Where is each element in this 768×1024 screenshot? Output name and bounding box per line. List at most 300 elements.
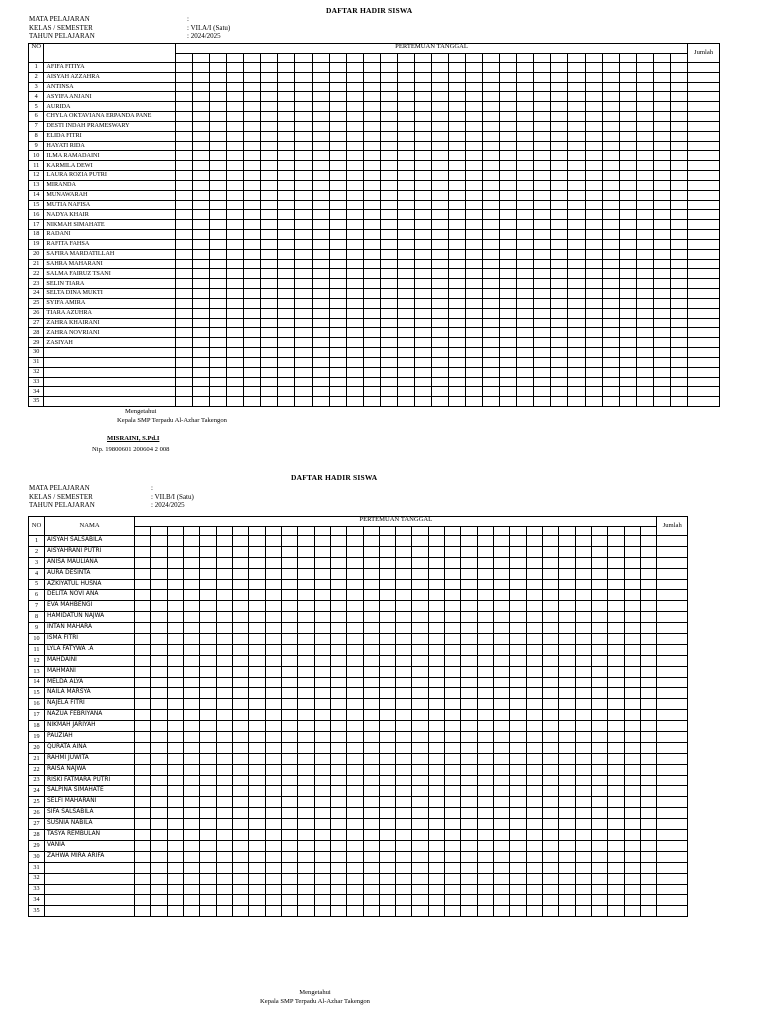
attendance-cell[interactable]: [542, 590, 558, 601]
attendance-cell[interactable]: [330, 579, 346, 590]
attendance-cell[interactable]: [585, 72, 602, 82]
attendance-cell[interactable]: [640, 840, 657, 851]
attendance-cell[interactable]: [517, 249, 534, 259]
attendance-cell[interactable]: [510, 710, 526, 721]
attendance-cell[interactable]: [346, 131, 363, 141]
attendance-cell[interactable]: [461, 634, 477, 645]
attendance-cell[interactable]: [265, 612, 281, 623]
attendance-cell[interactable]: [534, 92, 551, 102]
attendance-cell[interactable]: [265, 862, 281, 873]
attendance-cell[interactable]: [278, 338, 295, 348]
attendance-cell[interactable]: [608, 797, 624, 808]
attendance-cell[interactable]: [412, 612, 428, 623]
attendance-cell[interactable]: [261, 308, 278, 318]
attendance-cell[interactable]: [261, 239, 278, 249]
attendance-cell[interactable]: [608, 677, 624, 688]
attendance-cell[interactable]: [431, 348, 448, 358]
attendance-cell[interactable]: [636, 259, 653, 269]
attendance-cell[interactable]: [608, 732, 624, 743]
date-cell[interactable]: [261, 54, 278, 63]
attendance-cell[interactable]: [227, 230, 244, 240]
date-cell[interactable]: [608, 527, 624, 536]
total-cell[interactable]: [657, 808, 688, 819]
attendance-cell[interactable]: [346, 63, 363, 73]
attendance-cell[interactable]: [568, 200, 585, 210]
attendance-cell[interactable]: [193, 397, 210, 407]
attendance-cell[interactable]: [176, 387, 193, 397]
attendance-cell[interactable]: [396, 601, 412, 612]
attendance-cell[interactable]: [227, 279, 244, 289]
attendance-cell[interactable]: [216, 710, 232, 721]
attendance-cell[interactable]: [227, 348, 244, 358]
attendance-cell[interactable]: [167, 873, 183, 884]
attendance-cell[interactable]: [412, 568, 428, 579]
attendance-cell[interactable]: [534, 328, 551, 338]
attendance-cell[interactable]: [244, 200, 261, 210]
attendance-cell[interactable]: [363, 699, 379, 710]
attendance-cell[interactable]: [298, 699, 314, 710]
attendance-cell[interactable]: [575, 721, 591, 732]
attendance-cell[interactable]: [542, 546, 558, 557]
attendance-cell[interactable]: [396, 851, 412, 862]
attendance-cell[interactable]: [428, 666, 444, 677]
attendance-cell[interactable]: [494, 808, 510, 819]
attendance-cell[interactable]: [568, 298, 585, 308]
attendance-cell[interactable]: [461, 732, 477, 743]
attendance-cell[interactable]: [193, 387, 210, 397]
attendance-cell[interactable]: [431, 121, 448, 131]
attendance-cell[interactable]: [380, 318, 397, 328]
attendance-cell[interactable]: [210, 141, 227, 151]
attendance-cell[interactable]: [510, 644, 526, 655]
attendance-cell[interactable]: [431, 210, 448, 220]
attendance-cell[interactable]: [412, 536, 428, 547]
attendance-cell[interactable]: [670, 112, 687, 122]
attendance-cell[interactable]: [193, 161, 210, 171]
attendance-cell[interactable]: [619, 171, 636, 181]
total-cell[interactable]: [657, 688, 688, 699]
attendance-cell[interactable]: [281, 808, 297, 819]
attendance-cell[interactable]: [244, 239, 261, 249]
attendance-cell[interactable]: [591, 655, 607, 666]
attendance-cell[interactable]: [184, 732, 200, 743]
attendance-cell[interactable]: [151, 612, 167, 623]
attendance-cell[interactable]: [670, 377, 687, 387]
attendance-cell[interactable]: [500, 338, 517, 348]
attendance-cell[interactable]: [466, 269, 483, 279]
attendance-cell[interactable]: [135, 764, 151, 775]
attendance-cell[interactable]: [534, 377, 551, 387]
attendance-cell[interactable]: [534, 171, 551, 181]
attendance-cell[interactable]: [397, 102, 414, 112]
attendance-cell[interactable]: [281, 906, 297, 917]
attendance-cell[interactable]: [483, 200, 500, 210]
attendance-cell[interactable]: [568, 338, 585, 348]
attendance-cell[interactable]: [184, 634, 200, 645]
attendance-cell[interactable]: [346, 249, 363, 259]
attendance-cell[interactable]: [210, 397, 227, 407]
attendance-cell[interactable]: [216, 851, 232, 862]
attendance-cell[interactable]: [575, 873, 591, 884]
attendance-cell[interactable]: [167, 601, 183, 612]
attendance-cell[interactable]: [602, 161, 619, 171]
attendance-cell[interactable]: [396, 764, 412, 775]
attendance-cell[interactable]: [167, 862, 183, 873]
attendance-cell[interactable]: [534, 249, 551, 259]
attendance-cell[interactable]: [526, 840, 542, 851]
total-cell[interactable]: [688, 239, 720, 249]
attendance-cell[interactable]: [500, 298, 517, 308]
attendance-cell[interactable]: [542, 666, 558, 677]
attendance-cell[interactable]: [483, 289, 500, 299]
attendance-cell[interactable]: [526, 753, 542, 764]
attendance-cell[interactable]: [526, 699, 542, 710]
attendance-cell[interactable]: [500, 112, 517, 122]
attendance-cell[interactable]: [249, 797, 265, 808]
attendance-cell[interactable]: [449, 367, 466, 377]
date-cell[interactable]: [636, 54, 653, 63]
attendance-cell[interactable]: [551, 279, 568, 289]
attendance-cell[interactable]: [449, 171, 466, 181]
attendance-cell[interactable]: [363, 230, 380, 240]
attendance-cell[interactable]: [135, 644, 151, 655]
attendance-cell[interactable]: [477, 721, 493, 732]
attendance-cell[interactable]: [624, 884, 640, 895]
attendance-cell[interactable]: [477, 677, 493, 688]
attendance-cell[interactable]: [379, 579, 395, 590]
attendance-cell[interactable]: [261, 200, 278, 210]
attendance-cell[interactable]: [608, 557, 624, 568]
attendance-cell[interactable]: [265, 568, 281, 579]
attendance-cell[interactable]: [167, 677, 183, 688]
attendance-cell[interactable]: [298, 612, 314, 623]
attendance-cell[interactable]: [233, 764, 249, 775]
attendance-cell[interactable]: [500, 151, 517, 161]
total-cell[interactable]: [657, 590, 688, 601]
attendance-cell[interactable]: [216, 764, 232, 775]
attendance-cell[interactable]: [636, 200, 653, 210]
attendance-cell[interactable]: [278, 92, 295, 102]
attendance-cell[interactable]: [210, 387, 227, 397]
attendance-cell[interactable]: [347, 808, 363, 819]
attendance-cell[interactable]: [461, 775, 477, 786]
attendance-cell[interactable]: [167, 655, 183, 666]
attendance-cell[interactable]: [397, 279, 414, 289]
attendance-cell[interactable]: [431, 131, 448, 141]
attendance-cell[interactable]: [329, 239, 346, 249]
attendance-cell[interactable]: [585, 397, 602, 407]
attendance-cell[interactable]: [510, 753, 526, 764]
attendance-cell[interactable]: [414, 151, 431, 161]
attendance-cell[interactable]: [347, 862, 363, 873]
attendance-cell[interactable]: [347, 623, 363, 634]
attendance-cell[interactable]: [298, 721, 314, 732]
attendance-cell[interactable]: [249, 579, 265, 590]
attendance-cell[interactable]: [640, 786, 657, 797]
attendance-cell[interactable]: [428, 862, 444, 873]
attendance-cell[interactable]: [510, 764, 526, 775]
attendance-cell[interactable]: [210, 259, 227, 269]
attendance-cell[interactable]: [575, 808, 591, 819]
attendance-cell[interactable]: [281, 634, 297, 645]
attendance-cell[interactable]: [281, 764, 297, 775]
attendance-cell[interactable]: [449, 180, 466, 190]
attendance-cell[interactable]: [265, 634, 281, 645]
attendance-cell[interactable]: [396, 786, 412, 797]
attendance-cell[interactable]: [200, 808, 216, 819]
attendance-cell[interactable]: [227, 298, 244, 308]
attendance-cell[interactable]: [670, 308, 687, 318]
attendance-cell[interactable]: [534, 200, 551, 210]
attendance-cell[interactable]: [244, 161, 261, 171]
attendance-cell[interactable]: [184, 830, 200, 841]
attendance-cell[interactable]: [330, 797, 346, 808]
attendance-cell[interactable]: [200, 699, 216, 710]
attendance-cell[interactable]: [347, 895, 363, 906]
attendance-cell[interactable]: [249, 688, 265, 699]
attendance-cell[interactable]: [585, 102, 602, 112]
total-cell[interactable]: [657, 884, 688, 895]
attendance-cell[interactable]: [135, 612, 151, 623]
attendance-cell[interactable]: [176, 239, 193, 249]
attendance-cell[interactable]: [619, 387, 636, 397]
attendance-cell[interactable]: [494, 655, 510, 666]
attendance-cell[interactable]: [330, 557, 346, 568]
attendance-cell[interactable]: [193, 200, 210, 210]
attendance-cell[interactable]: [477, 688, 493, 699]
attendance-cell[interactable]: [396, 623, 412, 634]
attendance-cell[interactable]: [619, 112, 636, 122]
attendance-cell[interactable]: [295, 82, 312, 92]
attendance-cell[interactable]: [295, 298, 312, 308]
attendance-cell[interactable]: [428, 830, 444, 841]
attendance-cell[interactable]: [227, 121, 244, 131]
attendance-cell[interactable]: [278, 200, 295, 210]
attendance-cell[interactable]: [494, 786, 510, 797]
attendance-cell[interactable]: [461, 677, 477, 688]
total-cell[interactable]: [688, 308, 720, 318]
total-cell[interactable]: [688, 348, 720, 358]
date-cell[interactable]: [500, 54, 517, 63]
attendance-cell[interactable]: [591, 688, 607, 699]
attendance-cell[interactable]: [461, 742, 477, 753]
attendance-cell[interactable]: [244, 367, 261, 377]
attendance-cell[interactable]: [412, 764, 428, 775]
attendance-cell[interactable]: [233, 546, 249, 557]
attendance-cell[interactable]: [249, 568, 265, 579]
attendance-cell[interactable]: [542, 895, 558, 906]
attendance-cell[interactable]: [591, 568, 607, 579]
attendance-cell[interactable]: [428, 536, 444, 547]
total-cell[interactable]: [688, 328, 720, 338]
attendance-cell[interactable]: [500, 121, 517, 131]
attendance-cell[interactable]: [261, 63, 278, 73]
attendance-cell[interactable]: [396, 873, 412, 884]
attendance-cell[interactable]: [347, 786, 363, 797]
attendance-cell[interactable]: [278, 161, 295, 171]
attendance-cell[interactable]: [477, 895, 493, 906]
attendance-cell[interactable]: [379, 753, 395, 764]
date-cell[interactable]: [431, 54, 448, 63]
attendance-cell[interactable]: [591, 808, 607, 819]
attendance-cell[interactable]: [380, 180, 397, 190]
attendance-cell[interactable]: [135, 634, 151, 645]
attendance-cell[interactable]: [200, 666, 216, 677]
attendance-cell[interactable]: [568, 249, 585, 259]
attendance-cell[interactable]: [295, 171, 312, 181]
attendance-cell[interactable]: [608, 840, 624, 851]
attendance-cell[interactable]: [216, 666, 232, 677]
attendance-cell[interactable]: [396, 862, 412, 873]
attendance-cell[interactable]: [517, 259, 534, 269]
attendance-cell[interactable]: [461, 840, 477, 851]
total-cell[interactable]: [688, 220, 720, 230]
attendance-cell[interactable]: [670, 121, 687, 131]
date-cell[interactable]: [396, 527, 412, 536]
attendance-cell[interactable]: [534, 318, 551, 328]
attendance-cell[interactable]: [151, 851, 167, 862]
attendance-cell[interactable]: [314, 655, 330, 666]
attendance-cell[interactable]: [608, 699, 624, 710]
attendance-cell[interactable]: [330, 786, 346, 797]
attendance-cell[interactable]: [363, 819, 379, 830]
attendance-cell[interactable]: [329, 318, 346, 328]
attendance-cell[interactable]: [176, 131, 193, 141]
attendance-cell[interactable]: [347, 906, 363, 917]
attendance-cell[interactable]: [261, 357, 278, 367]
attendance-cell[interactable]: [526, 721, 542, 732]
attendance-cell[interactable]: [412, 590, 428, 601]
attendance-cell[interactable]: [184, 786, 200, 797]
attendance-cell[interactable]: [346, 348, 363, 358]
attendance-cell[interactable]: [500, 249, 517, 259]
attendance-cell[interactable]: [431, 230, 448, 240]
attendance-cell[interactable]: [329, 387, 346, 397]
attendance-cell[interactable]: [445, 732, 461, 743]
attendance-cell[interactable]: [167, 797, 183, 808]
attendance-cell[interactable]: [602, 230, 619, 240]
attendance-cell[interactable]: [517, 190, 534, 200]
attendance-cell[interactable]: [670, 289, 687, 299]
attendance-cell[interactable]: [640, 895, 657, 906]
total-cell[interactable]: [688, 259, 720, 269]
attendance-cell[interactable]: [347, 732, 363, 743]
attendance-cell[interactable]: [575, 775, 591, 786]
attendance-cell[interactable]: [449, 328, 466, 338]
attendance-cell[interactable]: [412, 557, 428, 568]
attendance-cell[interactable]: [602, 348, 619, 358]
attendance-cell[interactable]: [526, 775, 542, 786]
attendance-cell[interactable]: [466, 171, 483, 181]
attendance-cell[interactable]: [200, 677, 216, 688]
attendance-cell[interactable]: [329, 259, 346, 269]
attendance-cell[interactable]: [494, 753, 510, 764]
attendance-cell[interactable]: [363, 666, 379, 677]
attendance-cell[interactable]: [265, 579, 281, 590]
attendance-cell[interactable]: [210, 171, 227, 181]
attendance-cell[interactable]: [184, 862, 200, 873]
attendance-cell[interactable]: [517, 239, 534, 249]
attendance-cell[interactable]: [379, 873, 395, 884]
attendance-cell[interactable]: [244, 180, 261, 190]
attendance-cell[interactable]: [346, 72, 363, 82]
attendance-cell[interactable]: [193, 131, 210, 141]
attendance-cell[interactable]: [265, 623, 281, 634]
attendance-cell[interactable]: [193, 121, 210, 131]
attendance-cell[interactable]: [591, 546, 607, 557]
attendance-cell[interactable]: [510, 786, 526, 797]
attendance-cell[interactable]: [414, 102, 431, 112]
attendance-cell[interactable]: [363, 210, 380, 220]
attendance-cell[interactable]: [329, 171, 346, 181]
total-cell[interactable]: [657, 732, 688, 743]
attendance-cell[interactable]: [619, 298, 636, 308]
attendance-cell[interactable]: [619, 397, 636, 407]
attendance-cell[interactable]: [379, 677, 395, 688]
attendance-cell[interactable]: [568, 220, 585, 230]
attendance-cell[interactable]: [526, 764, 542, 775]
attendance-cell[interactable]: [585, 318, 602, 328]
attendance-cell[interactable]: [210, 239, 227, 249]
attendance-cell[interactable]: [210, 269, 227, 279]
attendance-cell[interactable]: [346, 112, 363, 122]
attendance-cell[interactable]: [312, 112, 329, 122]
attendance-cell[interactable]: [431, 367, 448, 377]
attendance-cell[interactable]: [431, 357, 448, 367]
attendance-cell[interactable]: [461, 830, 477, 841]
attendance-cell[interactable]: [363, 677, 379, 688]
attendance-cell[interactable]: [281, 568, 297, 579]
attendance-cell[interactable]: [396, 808, 412, 819]
total-cell[interactable]: [688, 367, 720, 377]
attendance-cell[interactable]: [619, 318, 636, 328]
total-cell[interactable]: [657, 830, 688, 841]
attendance-cell[interactable]: [176, 190, 193, 200]
attendance-cell[interactable]: [281, 546, 297, 557]
attendance-cell[interactable]: [428, 808, 444, 819]
attendance-cell[interactable]: [500, 82, 517, 92]
date-cell[interactable]: [414, 54, 431, 63]
attendance-cell[interactable]: [636, 289, 653, 299]
attendance-cell[interactable]: [477, 819, 493, 830]
attendance-cell[interactable]: [265, 666, 281, 677]
date-cell[interactable]: [585, 54, 602, 63]
attendance-cell[interactable]: [298, 797, 314, 808]
attendance-cell[interactable]: [314, 546, 330, 557]
attendance-cell[interactable]: [428, 797, 444, 808]
attendance-cell[interactable]: [380, 230, 397, 240]
attendance-cell[interactable]: [363, 764, 379, 775]
attendance-cell[interactable]: [428, 764, 444, 775]
attendance-cell[interactable]: [559, 634, 575, 645]
attendance-cell[interactable]: [397, 249, 414, 259]
attendance-cell[interactable]: [461, 568, 477, 579]
attendance-cell[interactable]: [298, 666, 314, 677]
attendance-cell[interactable]: [466, 200, 483, 210]
attendance-cell[interactable]: [233, 851, 249, 862]
attendance-cell[interactable]: [624, 819, 640, 830]
attendance-cell[interactable]: [500, 259, 517, 269]
attendance-cell[interactable]: [278, 298, 295, 308]
attendance-cell[interactable]: [494, 884, 510, 895]
attendance-cell[interactable]: [412, 808, 428, 819]
attendance-cell[interactable]: [233, 677, 249, 688]
attendance-cell[interactable]: [534, 348, 551, 358]
attendance-cell[interactable]: [624, 775, 640, 786]
attendance-cell[interactable]: [640, 677, 657, 688]
attendance-cell[interactable]: [184, 753, 200, 764]
date-cell[interactable]: [151, 527, 167, 536]
